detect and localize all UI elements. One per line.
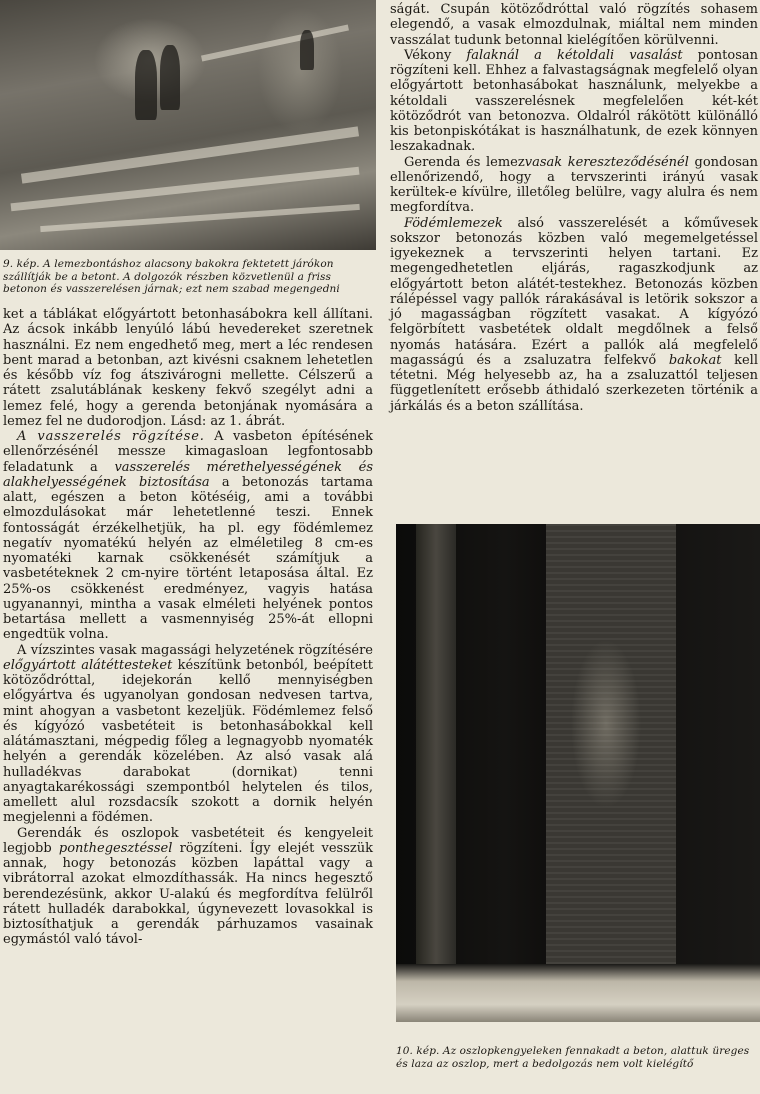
paragraph: ságát. Csupán kötöződróttal való rögzítés sohasem elegendő, a vasak elmozdulnak, miáltal nem minden vasszálat tudunk betonnal kielégítően körülvenni. xyxy=(390,2,758,48)
emphasis: bakokat xyxy=(668,352,722,368)
paragraph: ket a táblákat előgyártott betonhasábokra kell állítani. Az ácsok inkább lenyúló lábú hevedereket szeretnek használni. Ez nem engedhető meg, mert a léc rendesen bent marad a betonban, azt kivésni csaknem lehetetlen és később víz fog átszivárogni mellette. Célszerű a rátett zsalutáblának keskeny fekvő szegélyt adni a lemez felé, hogy a gerenda betonjának nyomására a lemez fel ne dudorodjon. Lásd: az 1. ábrát. xyxy=(3,307,373,429)
text-run: készítünk betonból, beépített kötöződróttal, idejekorán kellő mennyiségben előgyártva és ugyanolyan gondosan nedvesen tartva, mint ahogyan a vasbetont kezeljük. Födémlemez felső és kígyózó vasbetéteit is betonhasábokkal kell alátámasztani, mégpedig főleg a legnagyobb nyomaték helyén a gerendák közelében. Az alsó vasak alá hulladékvas darabokat (dornikat) tenni anyagtakarékossági szempontból helytelen és tilos, amellett alul rozsdacsík szokott a dornik helyén megjelenni a födémen. xyxy=(3,657,373,826)
emphasis: ponthegesztéssel xyxy=(58,840,173,856)
emphasis: vasszerelés mérethelyességének és alakhelyességének biztosítása xyxy=(3,459,373,490)
paragraph xyxy=(390,216,758,414)
paragraph xyxy=(3,429,373,643)
text-run: Vékony xyxy=(404,47,467,63)
paragraph xyxy=(390,155,758,216)
right-column-text xyxy=(390,2,758,414)
emphasis: előgyártott alátéttesteket xyxy=(3,657,173,673)
text-run: Gerenda és lemez xyxy=(404,154,525,170)
photo-concrete-transport xyxy=(0,0,376,250)
photo-column-stirrups xyxy=(396,524,760,1022)
text-run: gondosan ellenőrizendő, hogy a tervszerinti irányú vasak kerültek-e kívülre, illetőleg belülre, vagy alulra és nem megfordítva. xyxy=(390,154,758,216)
paragraph xyxy=(3,826,373,948)
figure-9-caption: 9. kép. A lemezbontáshoz alacsony bakokra fektetett járókon szállítják be a betont. A dolgozók részben közvetlenül a friss betonon és vasszerelésen járnak; ezt nem szabad megengedni xyxy=(3,258,340,295)
figure-10-caption: 10. kép. Az oszlopkengyeleken fennakadt a beton, alattuk üreges és laza az oszlop, mert a bedolgozás nem volt kielégítő xyxy=(396,1045,750,1070)
emphasis: vasak kereszteződésénél xyxy=(524,154,689,170)
paragraph xyxy=(3,643,373,826)
text-run: rögzíteni. Így elejét vesszük annak, hogy betonozás közben lapáttal vagy a vibrátorral azokat elmozdíthassák. Ha nincs hegesztő berendezésünk, akkor U-alakú és megfordítva felülről rátett hulladék darabokkal, úgynevezett lovasokkal is biztosíthatjuk a gerendák párhuzamos vasainak egymástól való távol- xyxy=(3,840,373,948)
text-run: Gerendák és oszlopok vasbetéteit és kengyeleit legjobb xyxy=(3,825,373,856)
section-heading: A vasszerelés rögzítése. xyxy=(17,429,205,444)
left-column-text xyxy=(3,307,373,948)
text-run: alsó vasszerelését a kőművesek sokszor betonozás közben való megemelgetéssel igyekeznek a tervszerinti helyen tartani. Ez megengedhetetlen eljárás, ragaszkodjunk az előgyártott beton alátét-testekhez. Betonozás közben rálépéssel vagy pallók rárakásával is letörik sokszor a jó magasságban rögzített vasakat. A kígyózó felgörbített vasbetétek oldalt megdőlnek a felső nyomás hatására. Ezért a pallók alá megfelelő magasságú és a zsaluzatra felfekvő xyxy=(390,215,758,368)
text-run: A vasbeton építésének ellenőrzésénél messze kimagasloan legfontosabb feladatunk a xyxy=(3,429,373,475)
text-run: kell tétetni. Még helyesebb az, ha a zsaluzattól teljesen függetlenített erősebb áthidaló szerkezeten történik a járkálás és a beton szállítása. xyxy=(390,352,758,414)
paragraph xyxy=(390,48,758,155)
text-run: pontosan rögzíteni kell. Ehhez a falvastagságnak megfelelő olyan előgyártott betonhasábokat használunk, melyekbe a kétoldali vasszerelésnek megfelelően két-két kötöződrót van betonozva. Oldalról rákötött különálló kis betonpiskótákat is használhatunk, de ezek könnyen leszakadnak. xyxy=(390,47,759,155)
text-run: A vízszintes vasak magassági helyzetének rögzítésére xyxy=(17,642,373,658)
emphasis: Födémlemezek xyxy=(404,215,503,231)
emphasis: falaknál a kétoldali vasalást xyxy=(466,47,683,63)
text-run: a betonozás tartama alatt, egészen a beton kötéséig, ami a további elmozdulásokat már lehetetlenné teszi. Ennek fontosságát érzékelhetjük, ha pl. egy födémlemez negatív nyomatékú helyén az elméletileg 8 cm-es nyomatéki karnak csökkenését számítjuk a vasbetéteknek 2 cm-nyire történt letaposása által. Ez 25%-os csökkenést eredményez, vagyis hatása ugyanannyi, mintha a vasak elméleti helyének pontos betartása mellett a vasmennyiség 25%-át ellopni engedtük volna. xyxy=(3,474,373,643)
